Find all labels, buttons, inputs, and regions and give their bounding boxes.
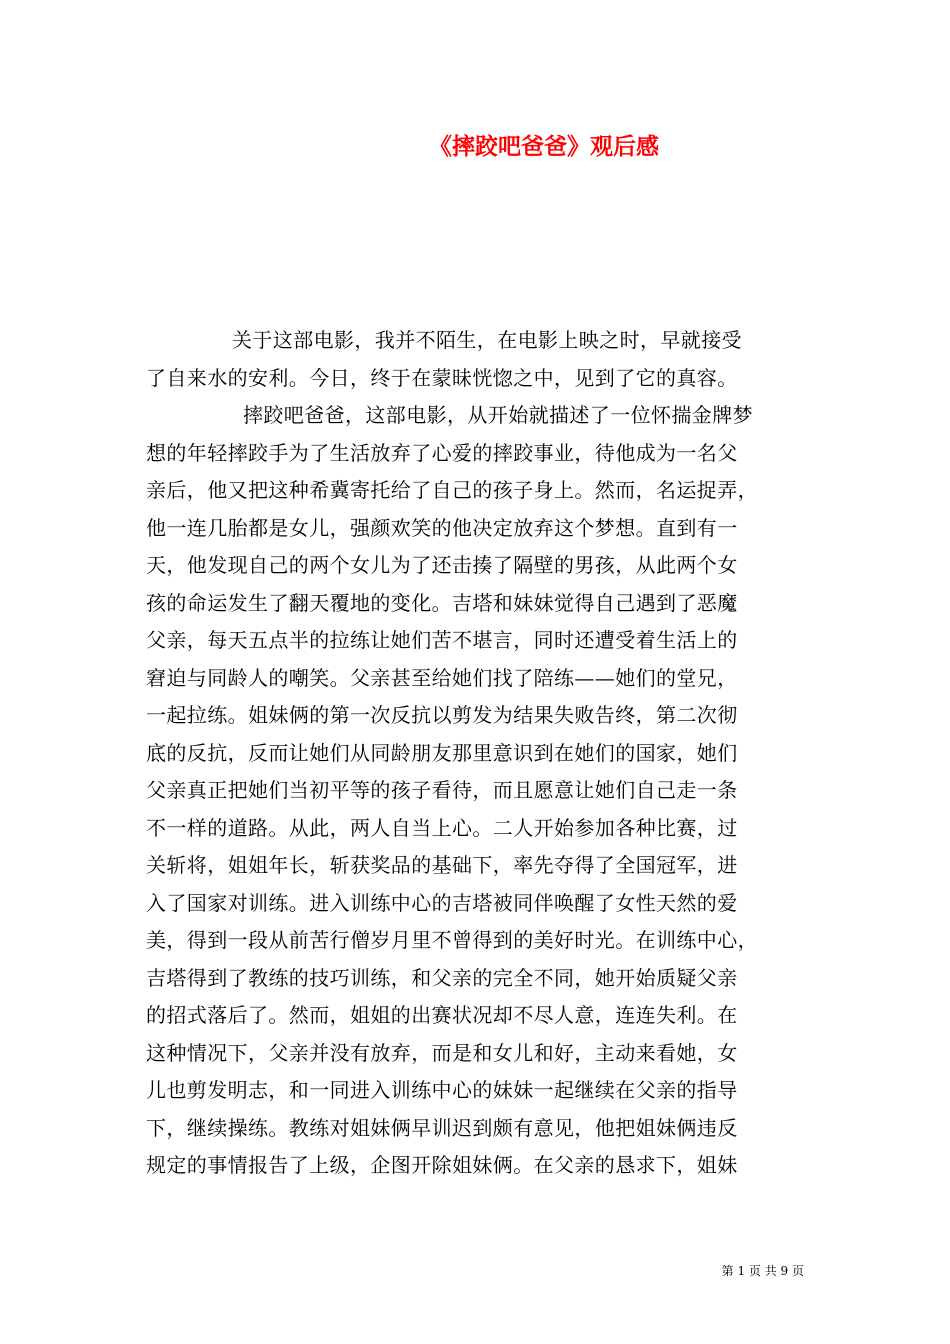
text-line-7: 天，他发现自己的两个女儿为了还击揍了隔壁的男孩，从此两个女 [146,553,738,577]
text-line-1: 关于这部电影，我并不陌生，在电影上映之时，早就接受 [232,328,742,352]
text-line-15: 关斩将，姐姐年长，斩获奖品的基础下，率先夺得了全国冠军，进 [146,853,738,877]
text-line-6: 他一连几胎都是女儿，强颜欢笑的他决定放弃这个梦想。直到有一 [146,516,738,540]
text-line-20: 这种情况下，父亲并没有放弃，而是和女儿和好，主动来看她，女 [146,1041,738,1065]
text-line-14: 不一样的道路。从此，两人自当上心。二人开始参加各种比赛，过 [146,816,738,840]
text-line-18: 吉塔得到了教练的技巧训练，和父亲的完全不同，她开始质疑父亲 [146,966,738,990]
text-line-13: 父亲真正把她们当初平等的孩子看待，而且愿意让她们自己走一条 [146,778,738,802]
text-line-10: 窘迫与同龄人的嘲笑。父亲甚至给她们找了陪练——她们的堂兄， [146,666,738,690]
text-line-16: 入了国家对训练。进入训练中心的吉塔被同伴唤醒了女性天然的爱 [146,891,738,915]
text-line-23: 规定的事情报告了上级，企图开除姐妹俩。在父亲的恳求下，姐妹 [146,1153,738,1177]
page-footer: 第 1 页 共 9 页 [721,1264,804,1278]
text-line-5: 亲后，他又把这种希冀寄托给了自己的孩子身上。然而，名运捉弄， [146,478,758,502]
text-line-2: 了自来水的安利。今日，终于在蒙昧恍惚之中，见到了它的真容。 [146,366,738,390]
text-line-19: 的招式落后了。然而，姐姐的出赛状况却不尽人意，连连失利。在 [146,1003,738,1027]
text-line-22: 下，继续操练。教练对姐妹俩早训迟到颇有意见，他把姐妹俩违反 [146,1116,738,1140]
text-line-11: 一起拉练。姐妹俩的第一次反抗以剪发为结果失败告终，第二次彻 [146,703,738,727]
title-text: 《摔跤吧爸爸》观后感 [429,133,659,160]
text-line-3: 摔跤吧爸爸，这部电影，从开始就描述了一位怀揣金牌梦 [243,403,753,427]
text-line-21: 儿也剪发明志，和一同进入训练中心的妹妹一起继续在父亲的指导 [146,1078,738,1102]
text-line-4: 想的年轻摔跤手为了生活放弃了心爱的摔跤事业，待他成为一名父 [146,441,738,465]
text-line-8: 孩的命运发生了翻天覆地的变化。吉塔和妹妹觉得自己遇到了恶魔 [146,591,738,615]
page-title [0,128,950,161]
text-line-9: 父亲，每天五点半的拉练让她们苦不堪言，同时还遭受着生活上的 [146,628,738,652]
text-line-12: 底的反抗，反而让她们从同龄朋友那里意识到在她们的国家，她们 [146,741,738,765]
text-line-17: 美，得到一段从前苦行僧岁月里不曾得到的美好时光。在训练中心， [146,928,758,952]
